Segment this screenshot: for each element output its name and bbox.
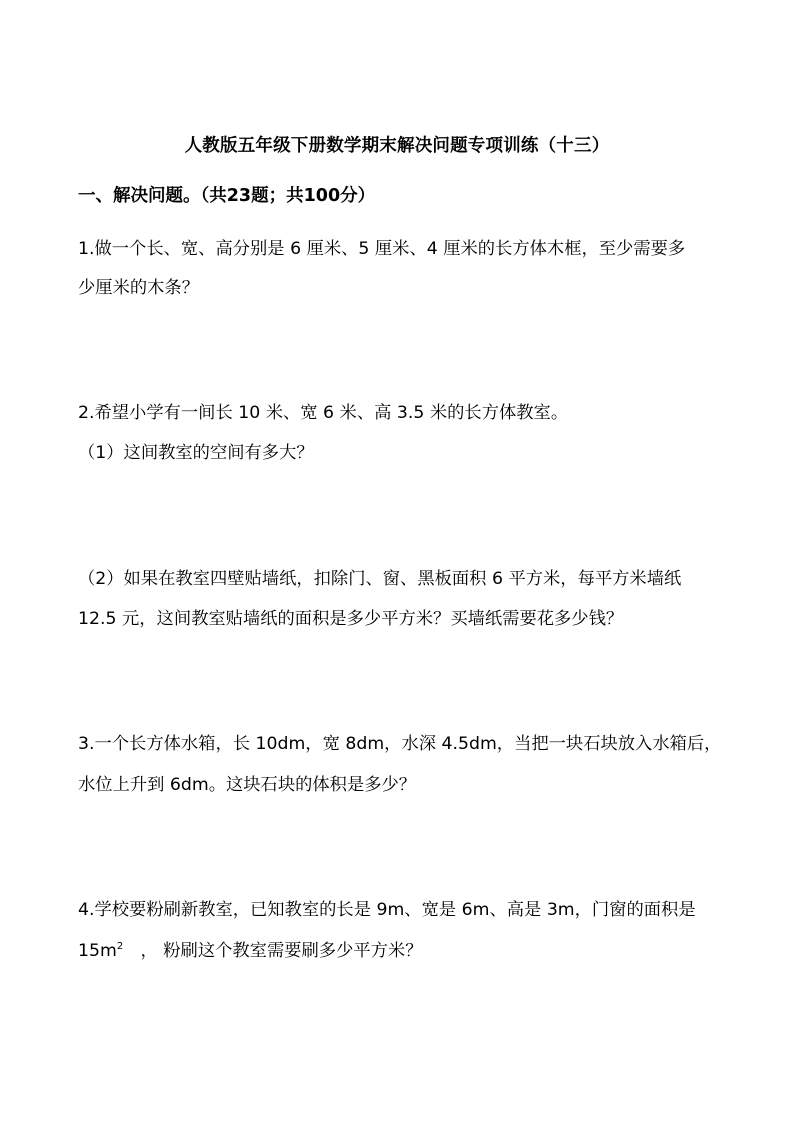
question-4-line-2 <box>78 938 728 964</box>
question-4-line-2-text: ， 粉刷这个教室需要刷多少平方米？ <box>123 941 423 961</box>
question-3-line-2: 水位上升到 6dm。这块石块的体积是多少？ <box>78 775 417 795</box>
question-3-line-1: 3.一个长方体水箱，长 10dm，宽 8dm，水深 4.5dm，当把一块石块放入水箱后， <box>78 734 722 754</box>
question-2-part-2-line-1: （2）如果在教室四壁贴墙纸，扣除门、窗、黑板面积 6 平方米，每平方米墙纸 <box>78 569 682 589</box>
question-2-part-2-line-2: 12.5 元，这间教室贴墙纸的面积是多少平方米？买墙纸需要花多少钱？ <box>78 609 624 629</box>
document-title: 人教版五年级下册数学期末解决问题专项训练（十三） <box>184 136 610 156</box>
area-value: 15m <box>78 941 117 961</box>
question-1-line-1: 1.做一个长、宽、高分别是 6 厘米、5 厘米、4 厘米的长方体木框，至少需要多 <box>78 239 686 259</box>
question-1-line-2: 少厘米的木条？ <box>78 278 199 298</box>
question-2-line-1: 2.希望小学有一间长 10 米、宽 6 米、高 3.5 米的长方体教室。 <box>78 403 569 423</box>
section-heading: 一、解决问题。（共23题；共100分） <box>78 186 376 206</box>
question-2-part-1: （1）这间教室的空间有多大？ <box>78 443 314 463</box>
superscript-two: 2 <box>116 941 124 953</box>
question-4-line-1: 4.学校要粉刷新教室，已知教室的长是 9m、宽是 6m、高是 3m，门窗的面积是 <box>78 900 696 920</box>
